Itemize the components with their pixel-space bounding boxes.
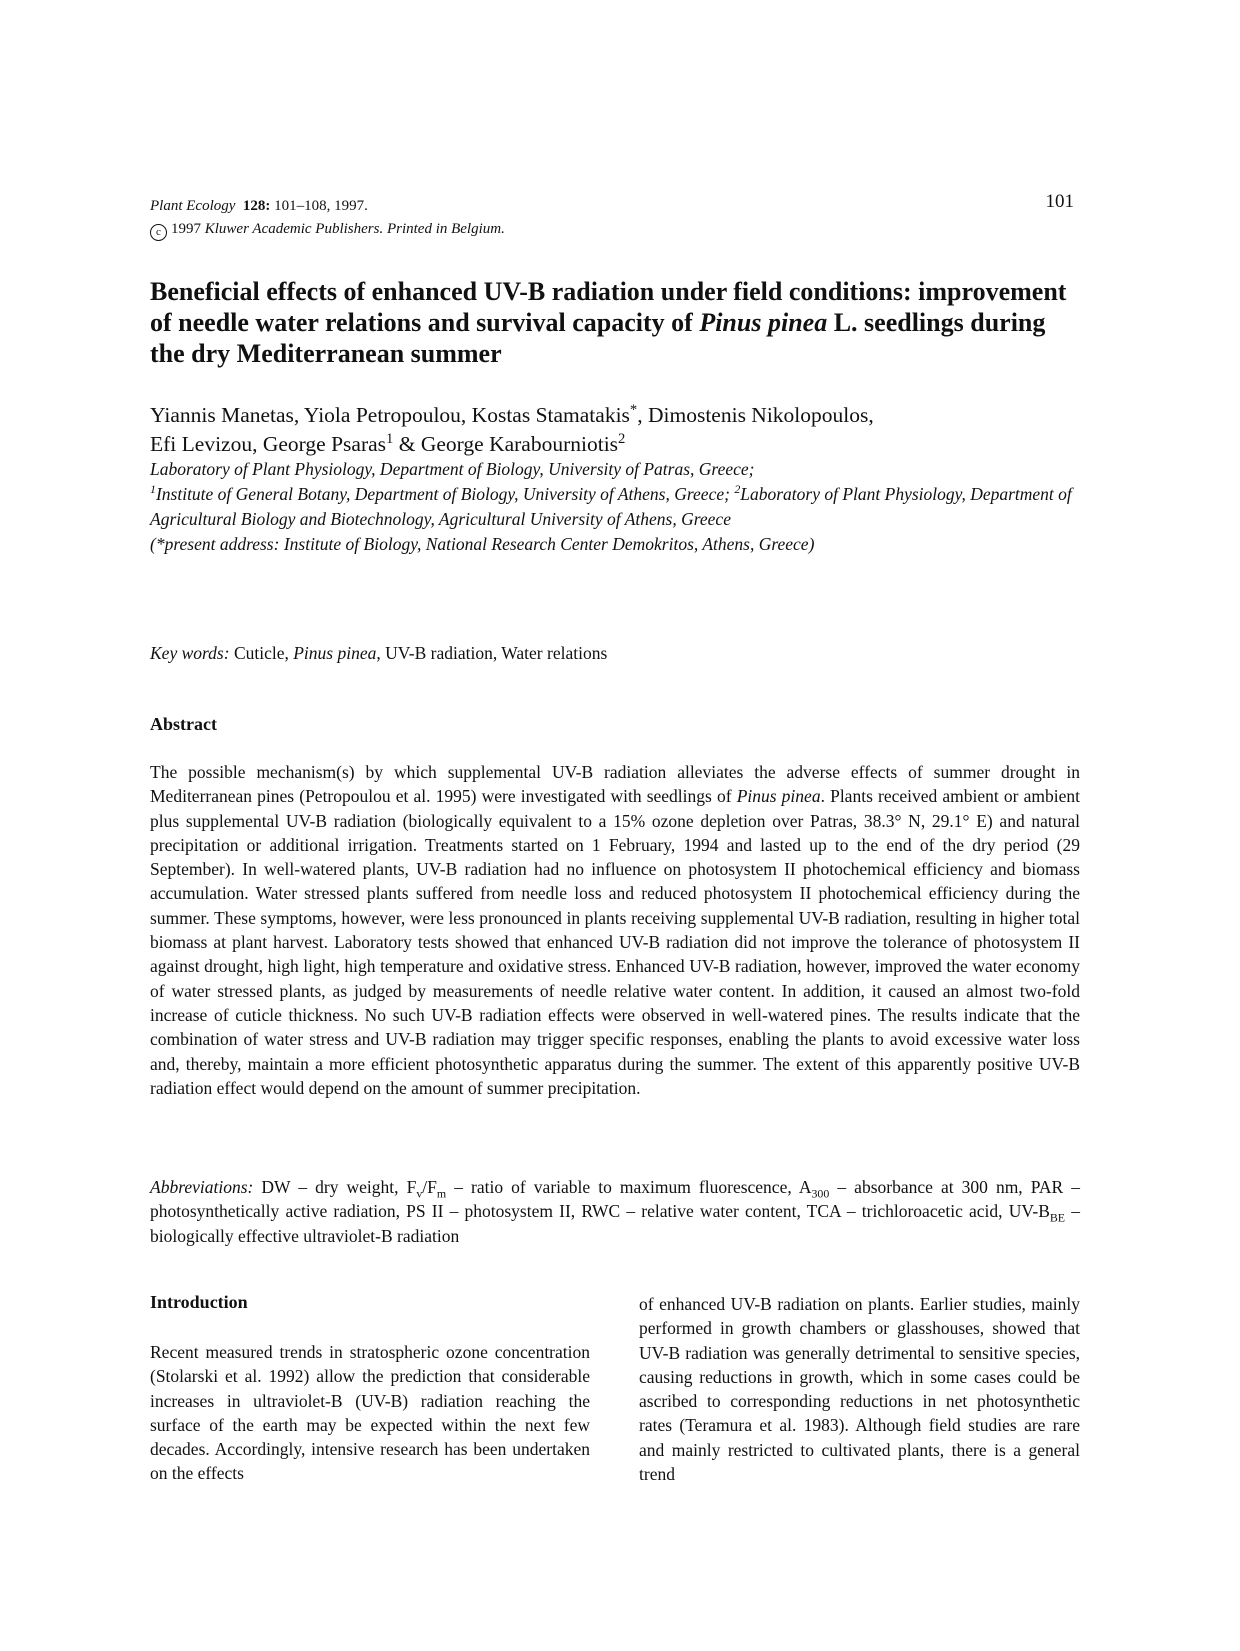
abstract-heading: Abstract: [150, 714, 217, 734]
affiliation-2: Laboratory of Plant Physiology, Department of Agricultural Biology and Biotechnology, Agricultural University of Athens, Greece: [150, 484, 1072, 529]
abstract-species: Pinus pinea: [736, 786, 821, 807]
keywords-text-1: Cuticle,: [229, 643, 294, 663]
affiliation-0: Laboratory of Plant Physiology, Department of Biology, University of Patras, Greece;: [150, 459, 755, 479]
abbreviations: [150, 1175, 1080, 1248]
title-part2: L. seedlings during the dry Mediterranean summer: [150, 308, 1046, 368]
abbreviations-label: Abbreviations:: [150, 1177, 254, 1197]
abbrev-sub-300: 300: [811, 1186, 830, 1201]
copyright-line: [150, 218, 850, 241]
author-star: *: [629, 401, 638, 418]
keywords: [150, 643, 1080, 664]
authors-a: Yiannis Manetas, Yiola Petropoulou, Kostas Stamatakis: [150, 403, 630, 427]
affil-sup-1: 1: [150, 482, 156, 497]
page-number: 101: [1045, 191, 1074, 212]
author-line-1: [150, 401, 1080, 430]
author-line-2: [150, 430, 1080, 459]
abstract-text-2: . Plants received ambient or ambient plus supplemental UV-B radiation (biologically equivalent to a 15% ozone depletion over Patras, 38.3° N, 29.1° E) and natural precipitation or additional irrigation. Treatments started on 1 February, 1994 and lasted up to the end of the dry period (29 September). In well-watered plants, UV-B radiation had no influence on photosystem II photochemical efficiency and biomass accumulation. Water stressed plants suffered from needle loss and reduced photosystem II photochemical efficiency during the summer. These symptoms, however, were less pronounced in plants receiving supplemental UV-B radiation, resulting in higher total biomass at plant harvest. Laboratory tests showed that enhanced UV-B radiation did not improve the tolerance of photosystem II against drought, high light, high temperature and oxidative stress. Enhanced UV-B radiation, however, improved the water economy of water stressed plants, as judged by measurements of needle relative water content. In addition, it caused an almost two-fold increase of cuticle thickness. No such UV-B radiation effects were observed in well-watered pines. The results indicate that the combination of water stress and UV-B radiation may trigger specific responses, enabling the plants to avoid excessive water loss and, thereby, maintain a more efficient photosynthetic apparatus during the summer. The extent of this apparently positive UV-B radiation effect would depend on the amount of summer precipitation.: [150, 786, 1080, 1098]
abbrev-text-1: DW – dry weight, F: [253, 1177, 417, 1197]
copyright-icon: c: [150, 224, 167, 241]
journal-header: [150, 195, 850, 241]
title-species: Pinus pinea: [699, 308, 828, 337]
journal-citation: [150, 195, 850, 218]
abstract-body: [150, 760, 1080, 1100]
abbrev-sub-m: m: [436, 1186, 447, 1201]
affil-sup-2: 2: [734, 482, 741, 497]
authors-b: , Dimostenis Nikolopoulos,: [637, 403, 874, 427]
author-sup-1: 1: [386, 430, 394, 447]
title-part1: Beneficial effects of enhanced UV-B radiation under field conditions: improvement of needle water relations and survival capacity of: [150, 277, 1067, 337]
author-sup-2: 2: [618, 430, 626, 447]
keywords-species: Pinus pinea: [293, 643, 377, 663]
journal-name: Plant Ecology: [150, 198, 236, 214]
authors-d: & George Karabourniotis: [393, 432, 619, 456]
abbrev-sub-be: BE: [1049, 1210, 1066, 1225]
publisher: Kluwer Academic Publishers. Printed in Belgium.: [204, 221, 505, 237]
introduction-heading: Introduction: [150, 1292, 248, 1312]
abbrev-text-3: – ratio of variable to maximum fluorescence, A: [446, 1177, 812, 1197]
journal-pages: 101–108, 1997.: [274, 198, 368, 214]
affiliations: [150, 457, 1080, 557]
paper-title: [150, 276, 1080, 369]
author-list: [150, 401, 1080, 459]
introduction-right-column: of enhanced UV-B radiation on plants. Earlier studies, mainly performed in growth chambers or glasshouses, showed that UV-B radiation was generally detrimental to sensitive species, causing reductions in growth, which in some cases could be ascribed to corresponding reductions in net photosynthetic rates (Teramura et al. 1983). Although field studies are rare and mainly restricted to cultivated plants, there is a general trend: [639, 1294, 1080, 1485]
journal-volume: 128:: [242, 198, 271, 214]
affiliation-1-2: [150, 482, 1080, 532]
keywords-label: Key words:: [150, 643, 230, 663]
introduction-left-column: Recent measured trends in stratospheric ozone concentration (Stolarski et al. 1992) allow the prediction that considerable increases in ultraviolet-B (UV-B) radiation reaching the surface of the earth may be expected within the next few decades. Accordingly, intensive research has been undertaken on the effects: [150, 1342, 590, 1484]
abbrev-sub-v: v: [416, 1186, 423, 1201]
affiliation-1: Institute of General Botany, Department of Biology, University of Athens, Greece;: [155, 484, 735, 504]
keywords-text-2: , UV-B radiation, Water relations: [376, 643, 608, 663]
authors-c: Efi Levizou, George Psaras: [150, 432, 387, 456]
abstract-text-1: The possible mechanism(s) by which supplemental UV-B radiation alleviates the adverse effects of summer drought in Mediterranean pines (Petropoulou et al. 1995) were investigated with seedlings of: [150, 762, 1080, 807]
affiliation-3: (*present address: Institute of Biology, National Research Center Demokritos, Athens, Greece): [150, 534, 815, 554]
abbrev-text-4: – absorbance at 300 nm, PAR – photosynthetically active radiation, PS II – photosystem II, RWC – relative water content, TCA – trichloroacetic acid, UV-B: [150, 1177, 1081, 1222]
abbrev-text-2: /F: [422, 1177, 437, 1197]
copyright-year: 1997: [171, 221, 201, 237]
abbrev-text-5: – biologically effective ultraviolet-B radiation: [150, 1201, 1080, 1246]
